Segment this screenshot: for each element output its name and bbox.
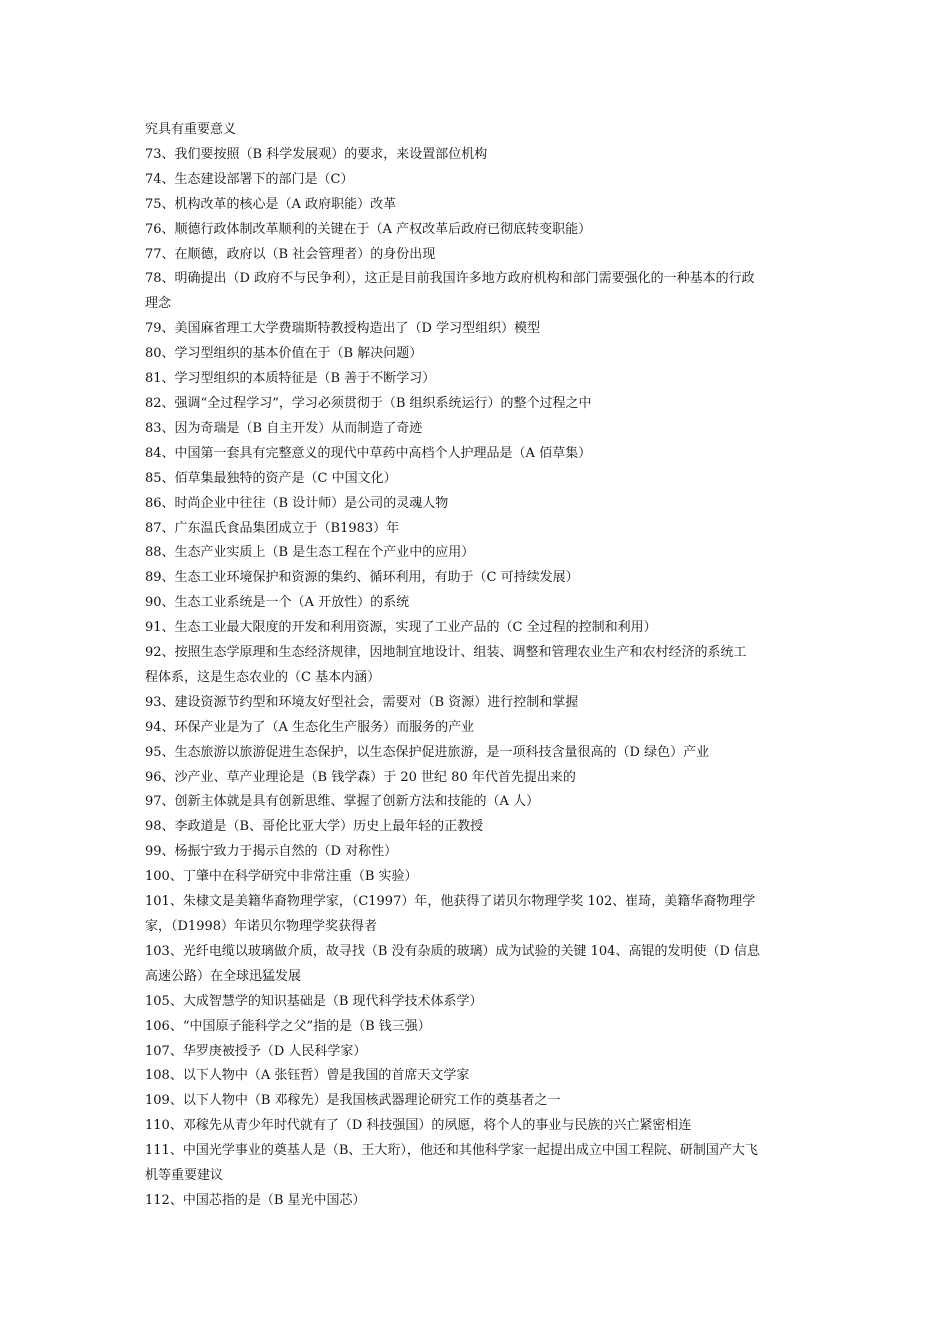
text-line: 76、顺德行政体制改革顺利的关键在于（A 产权改革后政府已彻底转变职能） xyxy=(145,221,592,237)
text-line: 105、大成智慧学的知识基础是（B 现代科学技术体系学） xyxy=(145,993,483,1009)
text-line: 机等重要建议 xyxy=(145,1168,224,1184)
text-line: 85、佰草集最独特的资产是（C 中国文化） xyxy=(145,470,397,486)
text-line: 106、“中国原子能科学之父”指的是（B 钱三强） xyxy=(145,1018,431,1034)
text-line: 79、美国麻省理工大学费瑞斯特教授构造出了（D 学习型组织）模型 xyxy=(145,321,541,337)
text-line: 112、中国芯指的是（B 星光中国芯） xyxy=(145,1192,366,1208)
text-line: 92、按照生态学原理和生态经济规律，因地制宜地设计、组装、调整和管理农业生产和农村经济的系统工 xyxy=(145,645,747,661)
text-line: 77、在顺德，政府以（B 社会管理者）的身份出现 xyxy=(145,246,436,262)
text-line: 108、以下人物中（A 张钰哲）曾是我国的首席天文学家 xyxy=(145,1068,470,1084)
text-line: 理念 xyxy=(145,296,172,312)
text-line: 83、因为奇瑞是（B 自主开发）从而制造了奇迹 xyxy=(145,420,423,436)
text-line: 97、创新主体就是具有创新思维、掌握了创新方法和技能的（A 人） xyxy=(145,794,540,810)
text-line: 88、生态产业实质上（B 是生态工程在个产业中的应用） xyxy=(145,545,475,561)
text-line: 87、广东温氏食品集团成立于（B1983）年 xyxy=(145,520,400,536)
text-line: 109、以下人物中（B 邓稼先）是我国核武器理论研究工作的奠基者之一 xyxy=(145,1093,561,1109)
text-line: 73、我们要按照（B 科学发展观）的要求，来设置部位机构 xyxy=(145,146,488,162)
text-line: 80、学习型组织的基本价值在于（B 解决问题） xyxy=(145,346,423,362)
text-line: 93、建设资源节约型和环境友好型社会，需要对（B 资源）进行控制和掌握 xyxy=(145,694,579,710)
text-line: 96、沙产业、草产业理论是（B 钱学森）于 20 世纪 80 年代首先提出来的 xyxy=(145,769,576,785)
text-line: 89、生态工业环境保护和资源的集约、循环利用，有助于（C 可持续发展） xyxy=(145,570,579,586)
text-line: 74、生态建设部署下的部门是（C） xyxy=(145,171,354,187)
text-line: 81、学习型组织的本质特征是（B 善于不断学习） xyxy=(145,371,436,387)
text-line: 91、生态工业最大限度的开发和利用资源，实现了工业产品的（C 全过程的控制和利用） xyxy=(145,620,657,636)
text-line: 90、生态工业系统是一个（A 开放性）的系统 xyxy=(145,595,410,611)
text-line: 110、邓稼先从青少年时代就有了（D 科技强国）的夙愿，将个人的事业与民族的兴亡紧密相连 xyxy=(145,1118,692,1134)
text-line: 高速公路）在全球迅猛发展 xyxy=(145,968,302,984)
text-line: 75、机构改革的核心是（A 政府职能）改革 xyxy=(145,196,397,212)
text-line: 84、中国第一套具有完整意义的现代中草药中高档个人护理品是（A 佰草集） xyxy=(145,445,592,461)
text-line: 100、丁肇中在科学研究中非常注重（B 实验） xyxy=(145,869,418,885)
text-line: 程体系，这是生态农业的（C 基本内涵） xyxy=(145,669,381,685)
text-line: 101、朱棣文是美籍华裔物理学家，（C1997）年，他获得了诺贝尔物理学奖 102、崔琦，美籍华裔物理学 xyxy=(145,894,756,910)
text-line: 究具有重要意义 xyxy=(145,122,237,137)
text-line: 家，（D1998）年诺贝尔物理学奖获得者 xyxy=(145,919,378,934)
document-page xyxy=(145,118,809,1214)
text-line: 107、华罗庚被授予（D 人民科学家） xyxy=(145,1043,367,1059)
text-line: 103、光纤电缆以玻璃做介质，故寻找（B 没有杂质的玻璃）成为试验的关键 104、高锟的发明使（D 信息 xyxy=(145,943,760,959)
text-line: 86、时尚企业中往往（B 设计师）是公司的灵魂人物 xyxy=(145,495,449,511)
text-line: 78、明确提出（D 政府不与民争利），这正是目前我国许多地方政府机构和部门需要强化的一种基本的行政 xyxy=(145,271,755,287)
text-line: 99、杨振宁致力于揭示自然的（D 对称性） xyxy=(145,844,398,860)
text-line: 94、环保产业是为了（A 生态化生产服务）而服务的产业 xyxy=(145,719,475,735)
text-line: 95、生态旅游以旅游促进生态保护，以生态保护促进旅游，是一项科技含量很高的（D 绿色）产业 xyxy=(145,744,710,760)
text-line: 82、强调“全过程学习”，学习必须贯彻于（B 组织系统运行）的整个过程之中 xyxy=(145,395,592,411)
text-line: 98、李政道是（B、哥伦比亚大学）历史上最年轻的正教授 xyxy=(145,819,484,835)
text-line: 111、中国光学事业的奠基人是（B、王大珩），他还和其他科学家一起提出成立中国工程院、研制国产大飞 xyxy=(145,1143,758,1159)
